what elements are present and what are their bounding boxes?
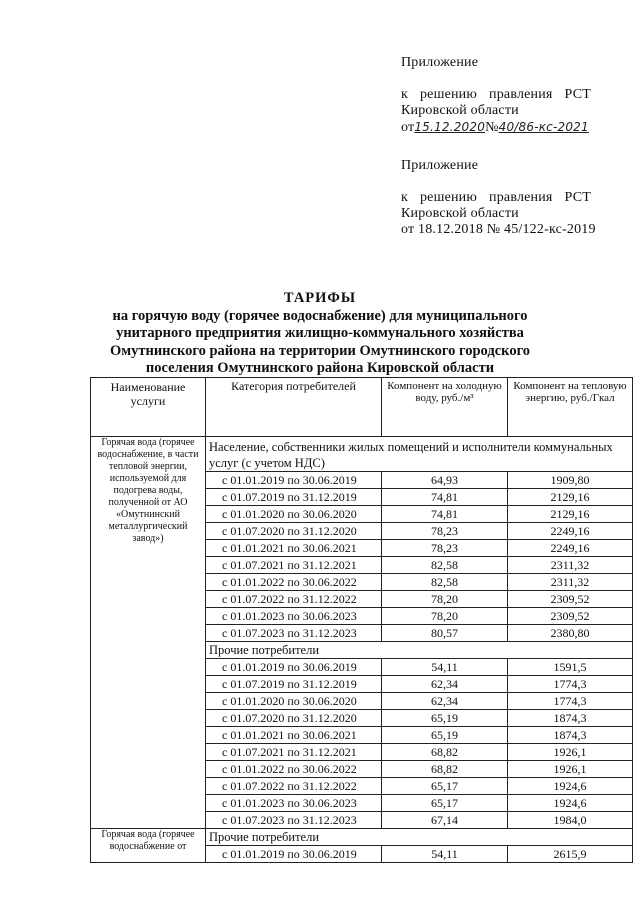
cold-water-value: 74,81 (382, 506, 508, 523)
period-cell: с 01.07.2022 по 31.12.2022 (206, 591, 382, 608)
heat-energy-value: 1874,3 (508, 727, 633, 744)
period-cell: с 01.01.2022 по 30.06.2022 (206, 574, 382, 591)
group-row (91, 437, 633, 472)
heat-energy-value: 1924,6 (508, 795, 633, 812)
appendix-date-number: от 18.12.2018 № 45/122-кс-2019 (401, 222, 596, 237)
cold-water-value: 54,11 (382, 659, 508, 676)
heat-energy-value: 1874,3 (508, 710, 633, 727)
period-cell: с 01.01.2020 по 30.06.2020 (206, 506, 382, 523)
cold-water-value: 68,82 (382, 744, 508, 761)
heat-energy-value: 2309,52 (508, 591, 633, 608)
period-cell: с 01.07.2020 по 31.12.2020 (206, 523, 382, 540)
heat-energy-value: 1774,3 (508, 676, 633, 693)
heat-energy-value: 2309,52 (508, 608, 633, 625)
group-row (91, 829, 633, 846)
appendix-decision-line: к решению правления РСТ (401, 87, 591, 102)
appendix-region: Кировской области (401, 103, 519, 118)
heat-energy-value: 1926,1 (508, 744, 633, 761)
title-line: поселения Омутнинского района Кировской области (145, 360, 495, 376)
cold-water-value: 78,20 (382, 608, 508, 625)
period-cell: с 01.01.2019 по 30.06.2019 (206, 846, 382, 863)
header-category: Категория потребителей (206, 378, 382, 437)
cold-water-value: 65,19 (382, 727, 508, 744)
period-cell: с 01.01.2019 по 30.06.2019 (206, 659, 382, 676)
handwritten-date: 15.12.2020 (414, 120, 486, 134)
title-line: унитарного предприятия жилищно-коммунального хозяйства (116, 325, 524, 341)
cold-water-value: 64,93 (382, 472, 508, 489)
cold-water-value: 65,17 (382, 795, 508, 812)
table-body-service-2 (91, 829, 633, 863)
heat-energy-value: 2311,32 (508, 574, 633, 591)
cold-water-value: 62,34 (382, 676, 508, 693)
heat-energy-value: 1774,3 (508, 693, 633, 710)
heat-energy-value: 1984,0 (508, 812, 633, 829)
appendix-date-number: от15.12.2020№40/86-кс-2021 (401, 120, 589, 135)
heat-energy-value: 2129,16 (508, 489, 633, 506)
table-header-row (91, 378, 633, 437)
service-name: Горячая вода (горячее водоснабжение от (91, 829, 206, 863)
header-heat-energy: Компонент на тепловую энергию, руб./Гкал (508, 378, 633, 437)
period-cell: с 01.07.2019 по 31.12.2019 (206, 489, 382, 506)
period-cell: с 01.01.2022 по 30.06.2022 (206, 761, 382, 778)
appendix-title: Приложение (401, 158, 479, 173)
appendix-decision-line: к решению правления РСТ (401, 190, 591, 205)
table-body-service-1 (91, 437, 633, 829)
period-cell: с 01.01.2021 по 30.06.2021 (206, 540, 382, 557)
cold-water-value: 82,58 (382, 574, 508, 591)
tariff-table (90, 377, 633, 863)
cold-water-value: 80,57 (382, 625, 508, 642)
period-cell: с 01.01.2021 по 30.06.2021 (206, 727, 382, 744)
period-cell: с 01.01.2023 по 30.06.2023 (206, 608, 382, 625)
period-cell: с 01.07.2023 по 31.12.2023 (206, 812, 382, 829)
cold-water-value: 65,17 (382, 778, 508, 795)
appendix-title: Приложение (401, 55, 479, 70)
title-heading: ТАРИФЫ (283, 290, 357, 306)
appendix-header-original (401, 158, 596, 238)
category-other: Прочие потребители (206, 642, 633, 659)
period-cell: с 01.07.2023 по 31.12.2023 (206, 625, 382, 642)
period-cell: с 01.01.2019 по 30.06.2019 (206, 472, 382, 489)
cold-water-value: 65,19 (382, 710, 508, 727)
cold-water-value: 78,20 (382, 591, 508, 608)
period-cell: с 01.01.2020 по 30.06.2020 (206, 693, 382, 710)
appendix-region: Кировской области (401, 206, 519, 221)
period-cell: с 01.07.2021 по 31.12.2021 (206, 557, 382, 574)
title-line: Омутнинского района на территории Омутнинского городского (109, 342, 531, 359)
period-cell: с 01.07.2021 по 31.12.2021 (206, 744, 382, 761)
period-cell: с 01.07.2022 по 31.12.2022 (206, 778, 382, 795)
appendix-header-current (401, 55, 591, 136)
heat-energy-value: 2129,16 (508, 506, 633, 523)
heat-energy-value: 1909,80 (508, 472, 633, 489)
document-title (96, 290, 544, 378)
header-service: Наименование услуги (91, 378, 206, 437)
heat-energy-value: 2311,32 (508, 557, 633, 574)
heat-energy-value: 2249,16 (508, 540, 633, 557)
cold-water-value: 68,82 (382, 761, 508, 778)
heat-energy-value: 1926,1 (508, 761, 633, 778)
heat-energy-value: 2249,16 (508, 523, 633, 540)
cold-water-value: 82,58 (382, 557, 508, 574)
category-other: Прочие потребители (206, 829, 633, 846)
handwritten-number: 40/86-кс-2021 (498, 120, 589, 134)
cold-water-value: 54,11 (382, 846, 508, 863)
heat-energy-value: 2615,9 (508, 846, 633, 863)
cold-water-value: 67,14 (382, 812, 508, 829)
period-cell: с 01.01.2023 по 30.06.2023 (206, 795, 382, 812)
service-name: Горячая вода (горячее водоснабжение, в части тепловой энергии, используемой для подогрева воды, полученной от АО «Омутнинский металлургический завод») (91, 437, 206, 829)
cold-water-value: 74,81 (382, 489, 508, 506)
period-cell: с 01.07.2020 по 31.12.2020 (206, 710, 382, 727)
title-line: на горячую воду (горячее водоснабжение) для муниципального (112, 307, 528, 324)
heat-energy-value: 1924,6 (508, 778, 633, 795)
category-population: Население, собственники жилых помещений и исполнители коммунальных услуг (с учетом НДС) (206, 437, 633, 472)
cold-water-value: 78,23 (382, 540, 508, 557)
heat-energy-value: 2380,80 (508, 625, 633, 642)
cold-water-value: 62,34 (382, 693, 508, 710)
cold-water-value: 78,23 (382, 523, 508, 540)
period-cell: с 01.07.2019 по 31.12.2019 (206, 676, 382, 693)
heat-energy-value: 1591,5 (508, 659, 633, 676)
header-cold-water: Компонент на холодную воду, руб./м³ (382, 378, 508, 437)
